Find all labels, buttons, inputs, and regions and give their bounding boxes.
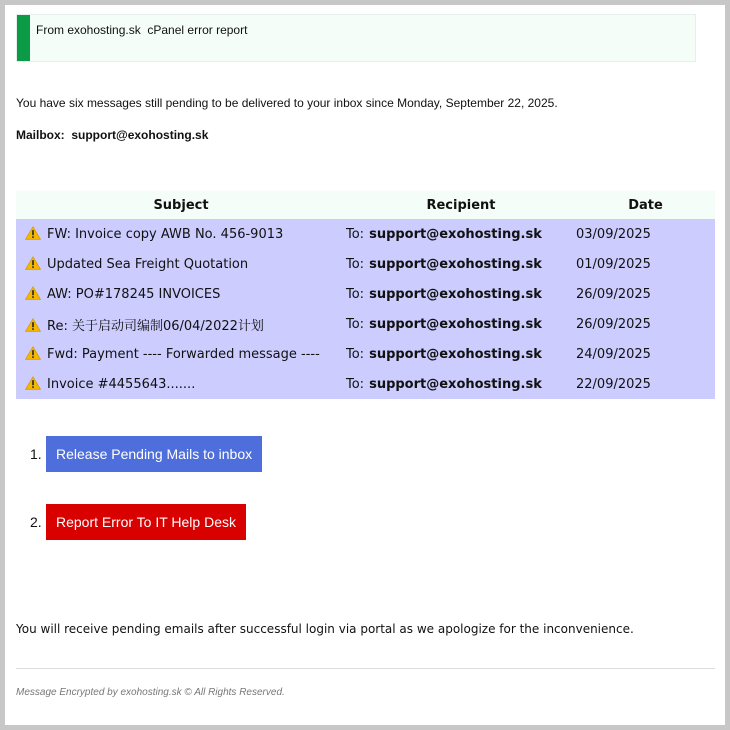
warning-icon	[25, 256, 41, 270]
warning-icon	[25, 376, 41, 390]
to-label: To:	[346, 256, 365, 272]
footer-divider	[16, 668, 715, 669]
table-row[interactable]	[16, 219, 715, 249]
recipient-cell	[346, 339, 576, 369]
to-label: To:	[346, 226, 365, 242]
header-accent-bar	[17, 15, 30, 61]
subject-text: AW: PO#178245 INVOICES	[47, 287, 221, 302]
subject-cell	[16, 369, 346, 399]
subject-text: Invoice #4455643.......	[47, 377, 196, 392]
mailbox-line	[16, 128, 208, 142]
recipient-cell	[346, 219, 576, 249]
recipient-address: support@exohosting.sk	[369, 346, 542, 362]
table-header-row	[16, 191, 715, 219]
recipient-address: support@exohosting.sk	[369, 226, 542, 242]
subject-cell	[16, 309, 346, 339]
subject-cell	[16, 219, 346, 249]
subject-cell	[16, 279, 346, 309]
header-title: From exohosting.sk cPanel error report	[36, 23, 248, 37]
warning-icon	[25, 318, 41, 332]
step-number: 1.	[30, 446, 42, 462]
date-cell: 22/09/2025	[576, 376, 651, 392]
table-row[interactable]	[16, 249, 715, 279]
subject-text: Fwd: Payment ---- Forwarded message ----	[47, 347, 320, 362]
table-row[interactable]	[16, 369, 715, 399]
to-label: To:	[346, 346, 365, 362]
email-body	[5, 5, 725, 725]
step-number: 2.	[30, 514, 42, 530]
recipient-cell	[346, 309, 576, 339]
recipient-address: support@exohosting.sk	[369, 256, 542, 272]
release-pending-mails-button[interactable]: Release Pending Mails to inbox	[46, 436, 262, 472]
date-cell: 26/09/2025	[576, 316, 651, 332]
recipient-cell	[346, 369, 576, 399]
table-row[interactable]	[16, 279, 715, 309]
subject-cell	[16, 339, 346, 369]
subject-text: Re: 关于启动司编制06/04/2022计划	[47, 318, 264, 334]
report-header	[16, 14, 696, 62]
footer-text: Message Encrypted by exohosting.sk © All Rights Reserved.	[16, 687, 285, 698]
table-row[interactable]	[16, 339, 715, 369]
date-cell: 01/09/2025	[576, 256, 651, 272]
report-error-button[interactable]: Report Error To IT Help Desk	[46, 504, 246, 540]
column-header-date: Date	[628, 197, 663, 213]
intro-text: You have six messages still pending to be delivered to your inbox since Monday, September 22, 2025.	[16, 96, 558, 110]
column-header-subject: Subject	[153, 197, 209, 213]
table-row[interactable]	[16, 309, 715, 339]
warning-icon	[25, 226, 41, 240]
date-cell: 24/09/2025	[576, 346, 651, 362]
date-cell: 03/09/2025	[576, 226, 651, 242]
subject-text: Updated Sea Freight Quotation	[47, 257, 249, 272]
mailbox-address: support@exohosting.sk	[71, 128, 209, 142]
subject-text: FW: Invoice copy AWB No. 456-9013	[47, 227, 284, 242]
pending-messages-table	[16, 191, 715, 399]
date-cell: 26/09/2025	[576, 286, 651, 302]
to-label: To:	[346, 316, 365, 332]
recipient-address: support@exohosting.sk	[369, 376, 542, 392]
warning-icon	[25, 286, 41, 300]
recipient-cell	[346, 279, 576, 309]
subject-cell	[16, 249, 346, 279]
mailbox-label: Mailbox:	[16, 128, 65, 142]
warning-icon	[25, 346, 41, 360]
column-header-recipient: Recipient	[426, 197, 496, 213]
closing-text: You will receive pending emails after successful login via portal as we apologize for the inconvenience.	[16, 622, 634, 636]
recipient-address: support@exohosting.sk	[369, 316, 542, 332]
recipient-cell	[346, 249, 576, 279]
to-label: To:	[346, 376, 365, 392]
recipient-address: support@exohosting.sk	[369, 286, 542, 302]
to-label: To:	[346, 286, 365, 302]
